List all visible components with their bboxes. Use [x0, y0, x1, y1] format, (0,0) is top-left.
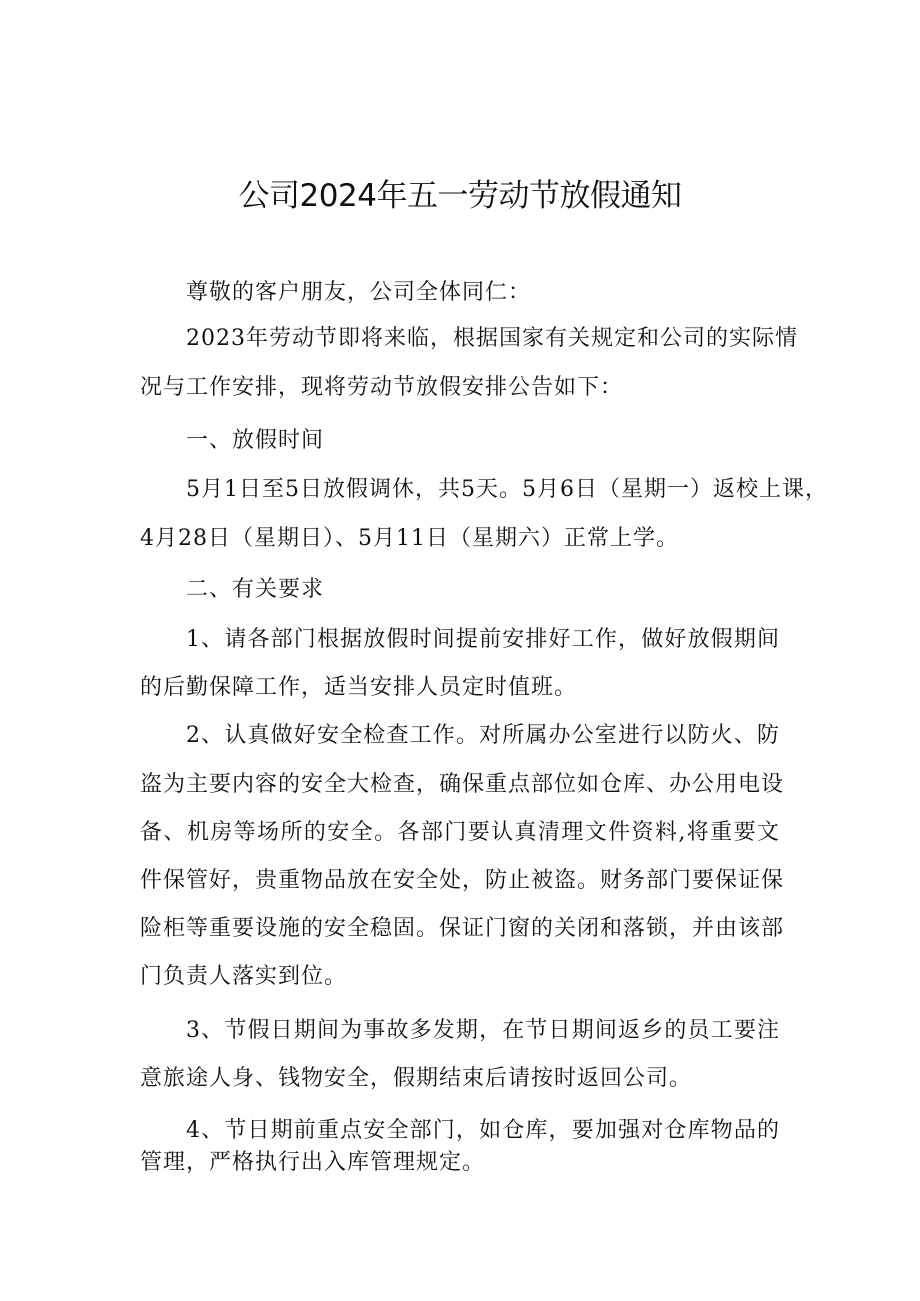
document-title: 公司2024年五一劳动节放假通知 [238, 178, 682, 214]
section1-line-1: 5月1日至5日放假调休，共5天。5月6日（星期一）返校上课， [186, 477, 828, 502]
salutation: 尊敬的客户朋友，公司全体同仁： [186, 280, 532, 305]
intro-line-2: 况与工作安排，现将劳动节放假安排公告如下： [140, 375, 624, 400]
item2-line-5: 险柜等重要设施的安全稳固。保证门窗的关闭和落锁，并由该部 [140, 916, 785, 941]
item2-line-4: 件保管好，贵重物品放在安全处，防止被盗。财务部门要保证保 [140, 868, 785, 893]
item2-line-3: 备、机房等场所的安全。各部门要认真清理文件资料,将重要文 [140, 820, 780, 845]
item3-line-2: 意旅途人身、钱物安全，假期结束后请按时返回公司。 [140, 1066, 693, 1091]
section1-line-2: 4月28日（星期日）、5月11日（星期六）正常上学。 [140, 526, 679, 551]
item4-line-2: 管理，严格执行出入库管理规定。 [140, 1150, 486, 1175]
section-heading-requirements: 二、有关要求 [186, 577, 325, 602]
item2-line-6: 门负责人落实到位。 [140, 964, 348, 989]
section-heading-time: 一、放假时间 [186, 428, 325, 453]
item4-line-1: 4、节日期前重点安全部门，如仓库，要加强对仓库物品的 [186, 1118, 780, 1143]
item2-line-1: 2、认真做好安全检查工作。对所属办公室进行以防火、防 [186, 723, 780, 748]
item2-line-2: 盗为主要内容的安全大检查，确保重点部位如仓库、办公用电设 [140, 772, 785, 797]
intro-line-1: 2023年劳动节即将来临，根据国家有关规定和公司的实际情 [186, 326, 798, 351]
item3-line-1: 3、节假日期间为事故多发期，在节日期间返乡的员工要注 [186, 1018, 780, 1043]
item1-line-2: 的后勤保障工作，适当安排人员定时值班。 [140, 675, 578, 700]
item1-line-1: 1、请各部门根据放假时间提前安排好工作，做好放假期间 [186, 627, 780, 652]
